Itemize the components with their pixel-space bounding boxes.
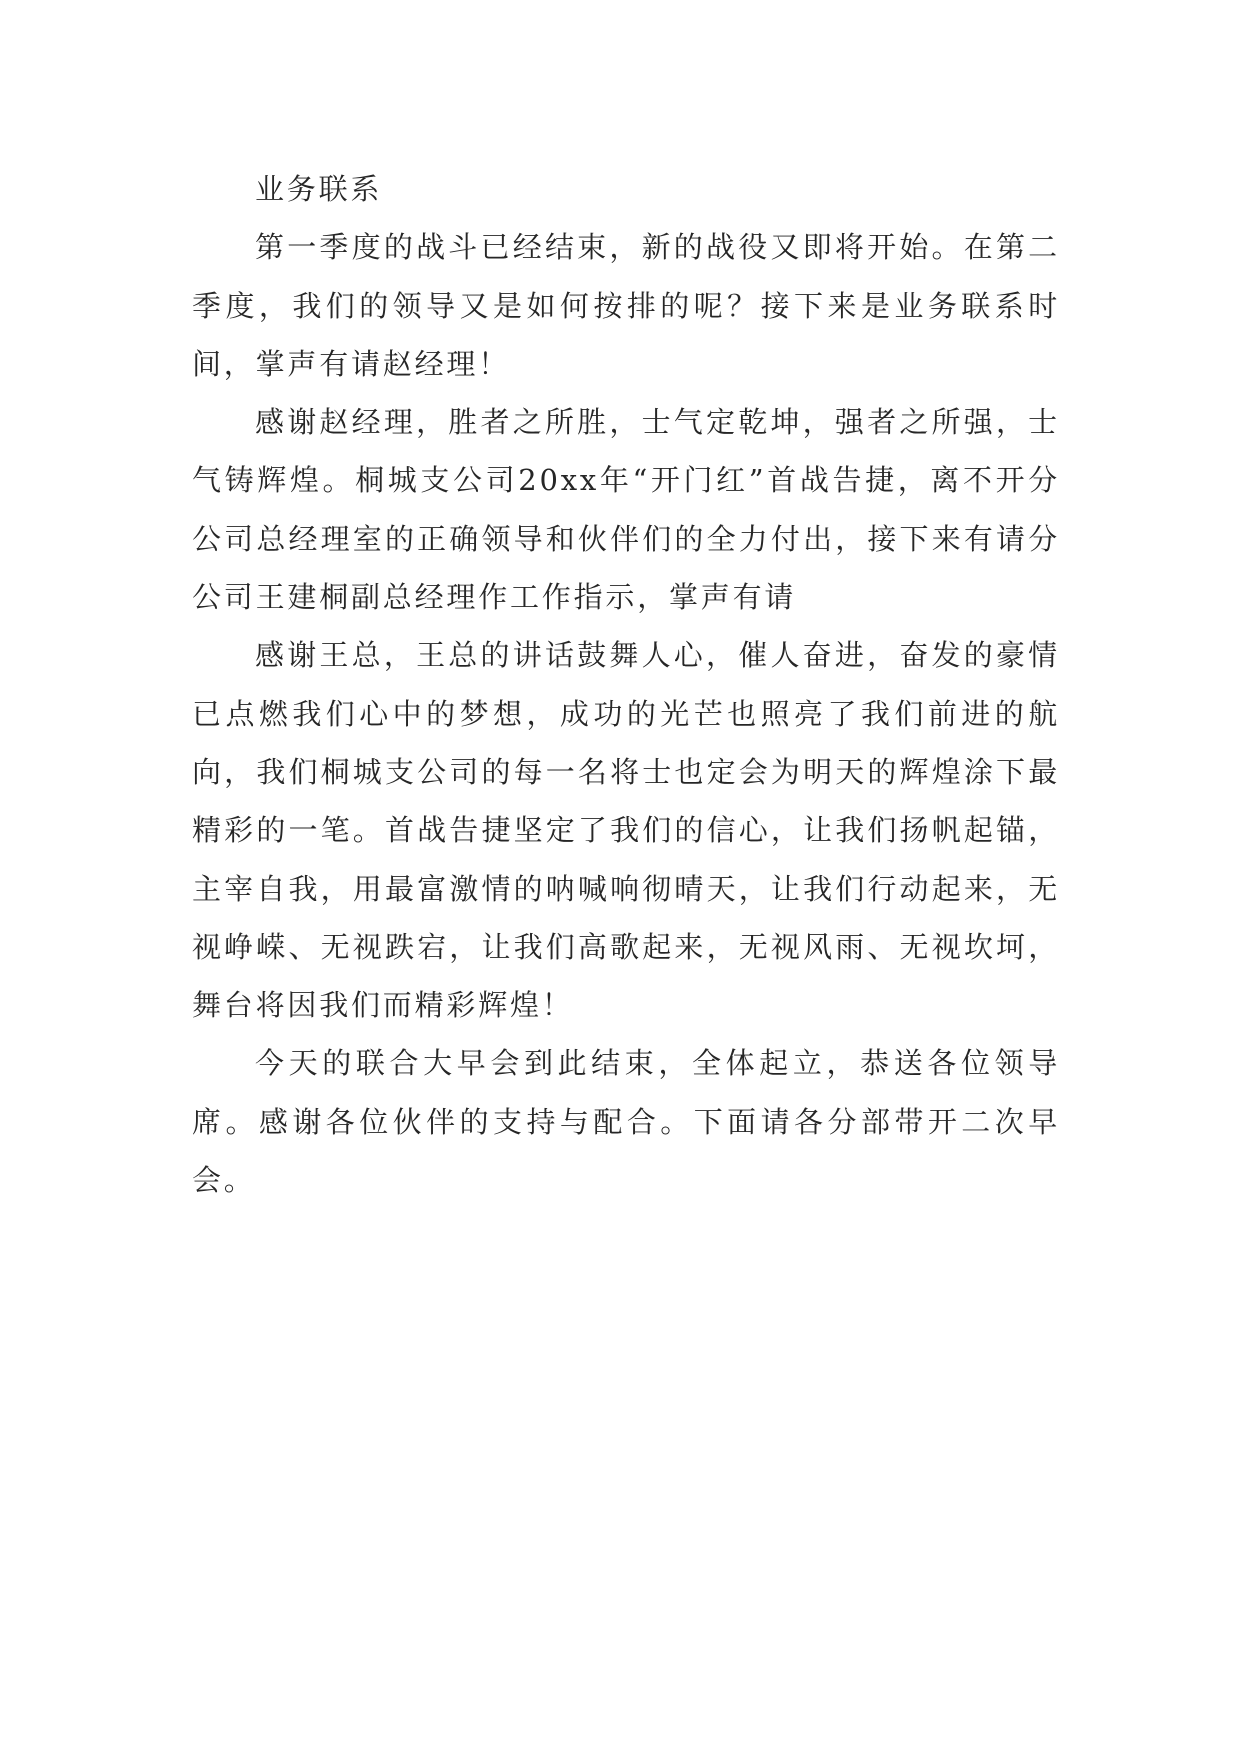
paragraph: 感谢赵经理，胜者之所胜，士气定乾坤，强者之所强，士气铸辉煌。桐城支公司20xx年“开门红”首战告捷，离不开分公司总经理室的正确领导和伙伴们的全力付出，接下来有请分公司王建桐副总经理作工作指示，掌声有请 (192, 405, 1060, 615)
paragraph: 感谢王总，王总的讲话鼓舞人心，催人奋进，奋发的豪情已点燃我们心中的梦想，成功的光芒也照亮了我们前进的航向，我们桐城支公司的每一名将士也定会为明天的辉煌涂下最精彩的一笔。首战告捷坚定了我们的信心，让我们扬帆起锚，主宰自我，用最富激情的呐喊响彻晴天，让我们行动起来，无视峥嵘、无视跌宕，让我们高歌起来，无视风雨、无视坎坷，舞台将因我们而精彩辉煌！ (192, 638, 1060, 1023)
section-heading: 业务联系 (255, 172, 383, 206)
document-body (192, 160, 1060, 1209)
paragraph: 今天的联合大早会到此结束，全体起立，恭送各位领导席。感谢各位伙伴的支持与配合。下面请各分部带开二次早会。 (192, 1046, 1060, 1198)
paragraph: 第一季度的战斗已经结束，新的战役又即将开始。在第二季度，我们的领导又是如何按排的呢？接下来是业务联系时间，掌声有请赵经理！ (192, 230, 1060, 381)
